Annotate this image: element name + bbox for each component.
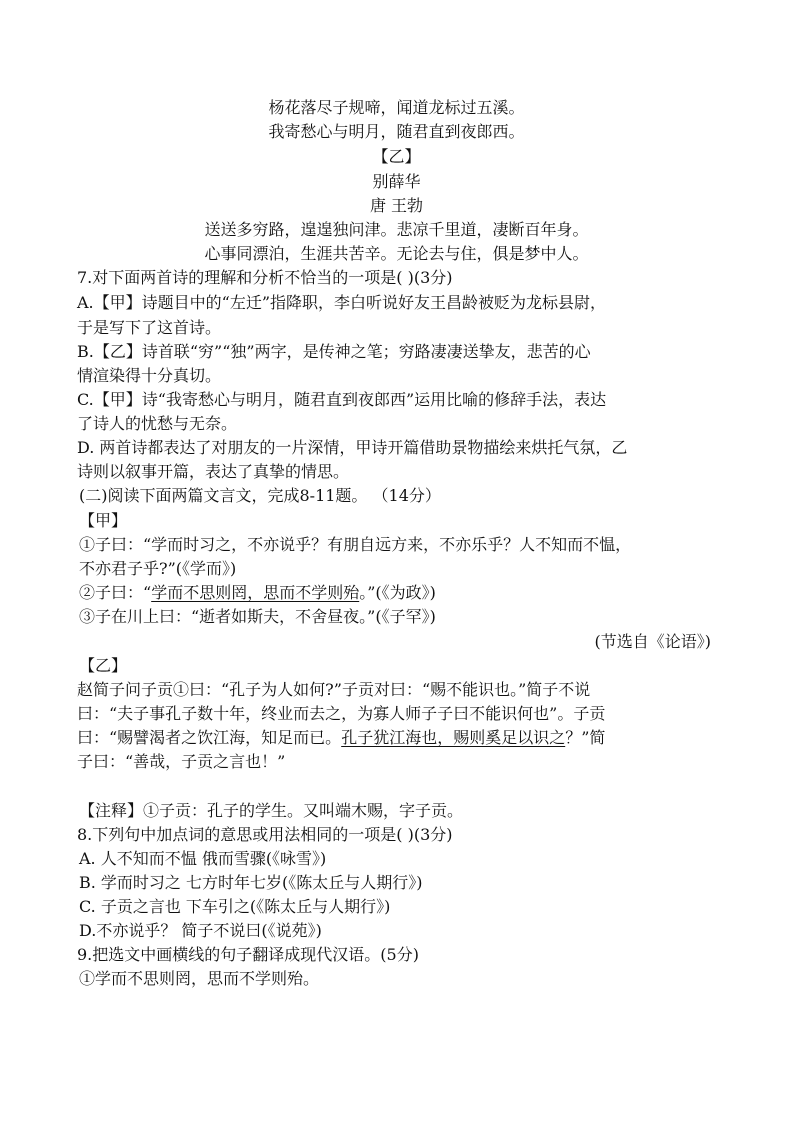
- poem-yi-title: 别薛华: [372, 172, 421, 191]
- text-yi-line-4: 子曰：“善哉，子贡之言也！”: [77, 752, 286, 771]
- q7-option-b-line-1: B.【乙】诗首联“穷”“独”两字，是传神之笔；穷路凄凄送挚友，悲苦的心: [77, 342, 591, 361]
- q7-option-a-line-1: A.【甲】诗题目中的“左迁”指降职，李白听说好友王昌龄被贬为龙标县尉，: [77, 293, 607, 312]
- q9-stem: 9.把选文中画横线的句子翻译成现代汉语。(5分): [77, 945, 419, 964]
- text-jia-label: 【甲】: [79, 511, 128, 530]
- q7-option-a-line-2: 于是写下了这首诗。: [77, 318, 222, 337]
- text-yi-line-3-prefix: 曰：“赐譬渴者之饮江海，知足而已。: [77, 728, 342, 747]
- q8-option-c: C. 子贡之言也 下车引之(《陈太丘与人期行》): [79, 897, 391, 916]
- text-jia-item-2-prefix: ②子曰：“: [79, 583, 152, 602]
- q7-option-d-line-2: 诗则以叙事开篇，表达了真挚的情思。: [77, 462, 350, 481]
- section-2-heading: (二)阅读下面两篇文言文，完成8-11题。 （14分）: [79, 486, 441, 505]
- text-jia-item-1-line-2: 不亦君子乎?”(《学而》): [79, 559, 237, 578]
- q7-option-d-line-1: D. 两首诗都表达了对朋友的一片深情，甲诗开篇借助景物描绘来烘托气氛，乙: [77, 438, 628, 457]
- q7-option-c-line-1: C.【甲】诗“我寄愁心与明月，随君直到夜郎西”运用比喻的修辞手法，表达: [77, 390, 607, 409]
- poem-yi-line-1: 送送多穷路，遑遑独问津。悲凉千里道，凄断百年身。: [204, 220, 589, 239]
- text-jia-item-2: [79, 581, 436, 605]
- q8-stem: 8.下列句中加点词的意思或用法相同的一项是( )(3分): [77, 825, 453, 844]
- q8-option-d: D.不亦说乎？ 简子不说曰(《说苑》): [79, 921, 322, 940]
- annotation-note: 【注释】①子贡：孔子的学生。又叫端木赐，字子贡。: [79, 801, 464, 820]
- q7-stem: 7.对下面两首诗的理解和分析不恰当的一项是( )(3分): [77, 268, 453, 287]
- poem-yi-author: 唐 王勃: [369, 196, 424, 215]
- text-yi-line-3-suffix: ？”简: [565, 728, 606, 747]
- poem-yi-line-2: 心事同漂泊，生涯共苦辛。无论去与住，俱是梦中人。: [204, 244, 589, 263]
- q8-option-b: B. 学而时习之 七方时年七岁(《陈太丘与人期行》): [79, 873, 423, 892]
- q8-option-a: A. 人不知而不愠 俄而雪骤(《咏雪》): [79, 849, 327, 868]
- text-jia-source: (节选自《论语》): [594, 632, 711, 651]
- text-yi-line-1: 赵简子问子贡①曰：“孔子为人如何?”子贡对曰：“赐不能识也。”简子不说: [77, 680, 591, 699]
- text-jia-item-2-suffix: 。”(《为政》): [359, 583, 436, 602]
- text-yi-line-3-underlined: 孔子犹江海也，赐则奚足以识之: [341, 728, 566, 747]
- text-yi-line-3: [77, 726, 605, 750]
- q7-option-b-line-2: 情渲染得十分真切。: [77, 366, 222, 385]
- text-yi-line-2: 曰：“夫子事孔子数十年，终业而去之，为寡人师子子曰不能识何也”。子贡: [77, 704, 606, 723]
- q7-option-c-line-2: 了诗人的忧愁与无奈。: [77, 414, 238, 433]
- text-jia-item-2-underlined: 学而不思则罔，思而不学则殆: [151, 583, 360, 602]
- text-yi-label: 【乙】: [79, 656, 128, 675]
- text-jia-item-1-line-1: ①子曰：“学而时习之，不亦说乎？有朋自远方来，不亦乐乎？人不知而不愠，: [79, 535, 632, 554]
- q9-item-1: ①学而不思则罔，思而不学则殆。: [79, 969, 320, 988]
- text-jia-item-3: ③子在川上曰：“逝者如斯夫，不舍昼夜。”(《子罕》): [79, 607, 436, 626]
- poem-jia-line-2: 我寄愁心与明月，随君直到夜郎西。: [268, 122, 525, 141]
- poem-jia-line-1: 杨花落尽子规啼，闻道龙标过五溪。: [268, 98, 525, 117]
- poem-yi-label: 【乙】: [372, 147, 421, 166]
